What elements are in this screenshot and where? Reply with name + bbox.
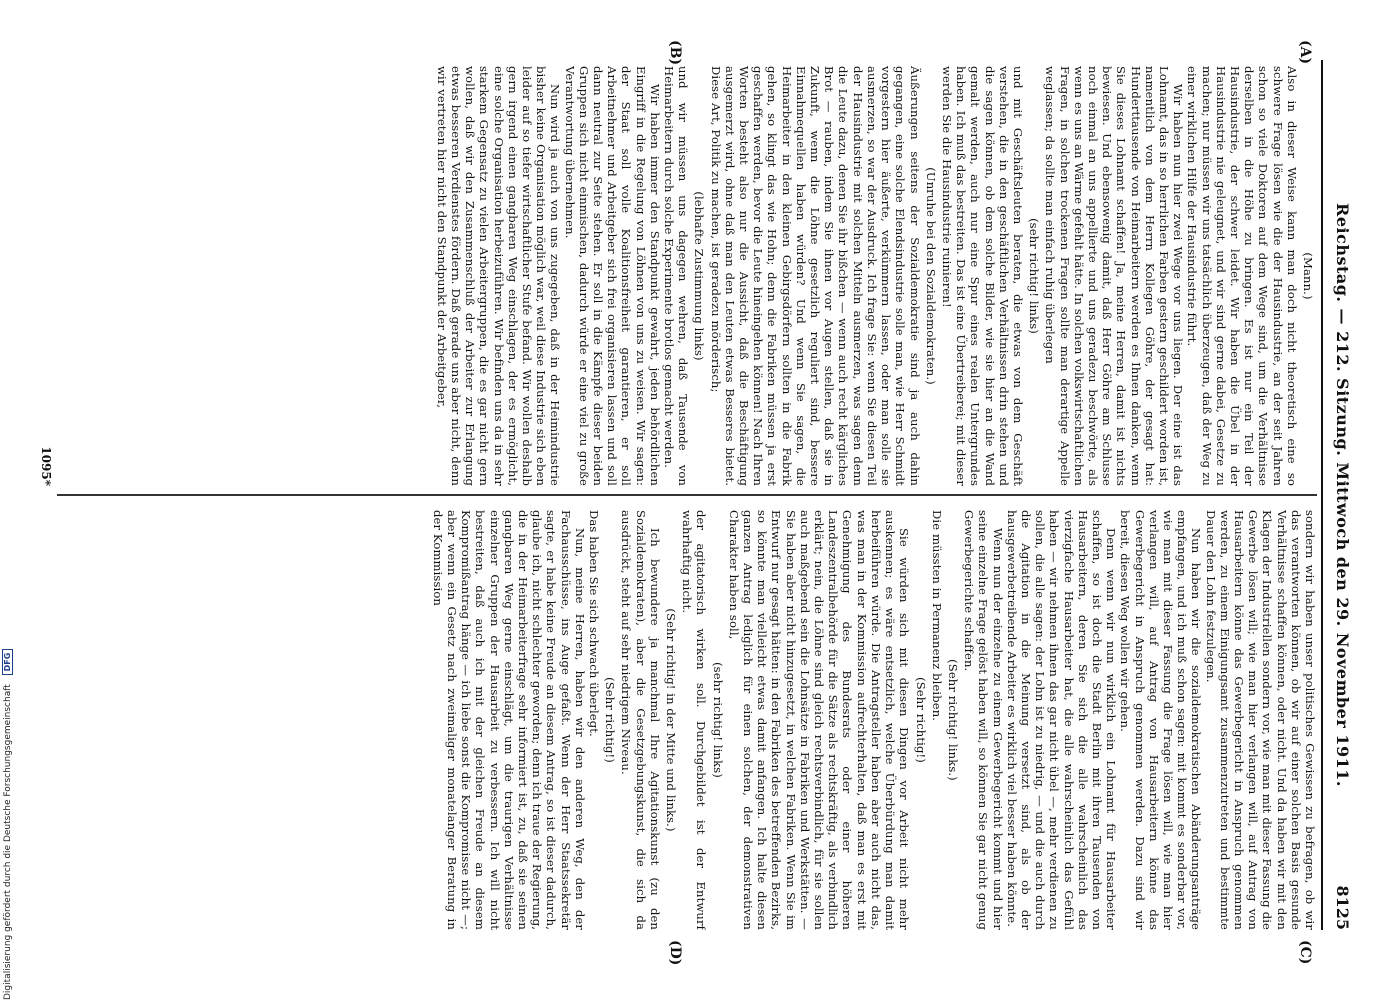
page-number: 8125	[1333, 885, 1352, 930]
header-rule	[1321, 60, 1323, 930]
stage-direction: (Unruhe bei den Sozialdemokraten.)	[923, 167, 938, 385]
left-column	[57, 66, 1317, 486]
paragraph: und wir müssen uns dagegen wehren, daß Tausende von Heimarbeitern durch solche Experimente brotlos gemacht werden.	[662, 66, 691, 486]
paragraph: sondern wir haben unser politisches Gewissen zu befragen, ob wir das verantworten können, ob wir auf einer solchen Basis gesunde Verhältnisse schaffen können, oder nicht. Und da haben wir mit den Klagen der Industriellen sondern vor, wie man mit dieser Fassung die Gewerbe lösen will; wie man hier verlangen will, auf Antrag von Hausarbeitern könne das Gewerbegericht in Anspruch genommen werden, zu einem Einigungsamt zusammenzutreten und bestimmte Dauer den Lohn festzulegen.	[1203, 510, 1317, 930]
paragraph: Wir haben nun hier zwei Wege vor uns liegen. Der eine ist das Lohnamt, das in so herrlichen Farben gestern geschildert worden ist, namentlich von dem Herrn Kollegen Göhre, der gesagt hat: Hunderttausende von Heimarbeitern werden es Ihnen danken, wenn Sie dieses Lohnamt schaffen! Ja, meine Herren, damit ist nichts bewiesen. Und ebensowenig damit, daß Herr Göhre am Schlusse noch einmal an uns appellierte und uns geradezu beschwörte, als wenn es uns an Wärme gefehlt hätte. In solchen volkswirtschaftlichen Fragen, in solchen trockenen Fragen sollte man derartige Appelle weglassen; da sollte man einfach ruhig überlegen	[1043, 66, 1186, 486]
paragraph: Die müssten in Permanenz bleiben.	[929, 510, 944, 722]
margin-marker-c: (C)	[1297, 940, 1313, 965]
paragraph: Wenn nun der einzelne zu einem Gewerbegericht kommt und hier seine einzelne Frage gelöst haben will, so können Sie gar nicht genug Gewerbegerichte schaffen.	[962, 510, 1005, 930]
digitization-credit	[2, 0, 16, 1000]
page-footer-number: 1095*	[39, 446, 53, 486]
paragraph: Sie würden sich mit diesen Dingen vor Arbeit nicht mehr auskennen; es wäre entsetzlich, welche Überbürdung man damit herbeiführen würde. Die Antragsteller haben aber auch nicht das, was man in der Kommission aufrechterhalten, daß man es erst mit Genehmigung des Bundesrats oder einer höheren Landeszentralbehörde für die Sätze als rechtskräftig, als verbindlich erklärt; nein, die Löhne sind gleich rechtsverbindlich, für sie sollen auch maßgebend sein die Lohnsätze in Fabriken und Werkstätten. — Sie haben aber nicht hinzugesetzt, in welchen Fabriken. Wenn Sie im Entwurf nur gesagt hätten: in den Fabriken des betreffenden Bezirks, so könnte man vielleicht etwas damit anfangen. Ich halte diesen ganzen Antrag lediglich für einen solchen, der demonstrativen Charakter haben soll,	[726, 510, 912, 930]
stage-direction: (sehr richtig! links)	[710, 662, 725, 778]
page-header	[1328, 60, 1358, 930]
credit-text: Digitalisierung gefördert durch die Deutsche Forschungsgemeinschaft	[3, 684, 13, 1000]
margin-marker-a: (A)	[1297, 40, 1313, 65]
stage-direction: (Sehr richtig! in der Mitte und links.)	[664, 608, 679, 832]
right-column	[57, 510, 1317, 930]
dfg-logo: DFG	[2, 649, 13, 676]
margin-marker-b: (B)	[667, 40, 683, 66]
paragraph: Nun wird ja auch von uns zugegeben, daß in der Heimindustrie bisher keine Organisation möglich war, weil diese Industrie sich eben leider auf so tiefer wirtschaftlicher Stufe befand. Wir wollen deshalb gern irgend einen gangbaren Weg einschlagen, der es ermöglicht, eine solche Organisation herbeizuführen. Wir befinden uns da in sehr starkem Gegensatz zu vielen Arbeitergruppen, die es gar nicht gern wollen, daß wir den Zusammenschluß der Arbeiter zur Erlangung etwas besseren Verdienstes fördern. Daß gerade uns aber nicht, denn wir vertreten hier nicht den Standpunkt der Arbeitgeber,	[434, 66, 563, 486]
stage-direction: (Sehr richtig! links.)	[945, 659, 960, 781]
stage-direction: (sehr richtig! links)	[1027, 218, 1042, 334]
stage-direction: (lebhafte Zustimmung links)	[692, 191, 707, 361]
stage-direction: (Sehr richtig!)	[913, 677, 928, 763]
stage-direction: (Mann.)	[1301, 252, 1315, 300]
paragraph: Ich bewundere ja manchmal Ihre Agitationskunst (zu den Sozialdemokraten), aber die Gesetzgebungskunst, die sich da ausdrückt, steht auf sehr niedrigem Niveau.	[619, 510, 662, 930]
header-title: Reichstag. — 212. Sitzung. Mittwoch den 29. November 1911.	[1333, 203, 1352, 787]
paragraph: Äußerungen seitens der Sozialdemokratie sind ja auch dahin gegangen, eine solche Elendsindustrie solle man, wie Herr Schmidt vorgestern hier äußerte, verkümmern lassen, oder man solle sie ausmerzen, so war der Ausdruck. Ich frage Sie: wenn Sie diesen Teil der Hausindustrie mit solchen Mitteln ausmerzen, was sagen denn die Leute dazu, denen Sie ihr bißchen — wenn auch recht kärgliches Brot — rauben, indem Sie ihnen vor Augen stellen, daß sie in Zukunft, wenn die Löhne gesetzlich reguliert sind, bessere Einnahmequellen haben würden? Und wenn Sie sagen, die Heimarbeiter in den kleinen Gebirgsdörfern sollten in die Fabrik gehen, so klingt das wie Hohn; denn die Fabriken müssen ja erst geschaffen werden, bevor die Leute hineingehen können! Nach Ihren Worten besteht also nur die Aussicht, daß die Beschäftigung ausgemerzt wird, ohne daß man den Leuten etwas Besseres bietet. Diese Art, Politik zu machen, ist geradezu mörderisch;	[708, 66, 922, 486]
paragraph: Das haben Sie sich schwach überlegt.	[587, 510, 602, 737]
column-divider	[57, 494, 1317, 496]
paragraph: Wir haben immer den Standpunkt gewahrt, jeden behördlichen Eingriff in die Regelung von Löhnen von uns zu weisen. Wir sagen: der Staat soll volle Koalitionsfreiheit garantieren, er soll Arbeitnehmer und Arbeitgeber sich frei organisieren lassen und soll dann neutral zur Seite stehen. Er soll in die Kämpfe dieser beiden Gruppen sich nicht einmischen, dadurch würde er eine viel zu große Verantwortung übernehmen.	[562, 66, 662, 486]
margin-marker-d: (D)	[667, 940, 683, 966]
stage-direction: (Sehr richtig!)	[603, 677, 618, 763]
paragraph: der agitatorisch wirken soll. Durchgebildet ist der Entwurf wahrhaftig nicht.	[680, 510, 709, 930]
paragraph: Also in dieser Weise kann man doch nicht theoretisch eine so schwere Frage lösen wie die der Hausindustrie, an der seit Jahren schon so viele Doktoren auf dem Wege sind, um die Verhältnisse derselben in die Höhe zu bringen. Es ist nur ein Teil der Hausindustrie, der schwer leidet. Wir haben die Übel in der Hausindustrie nie geleugnet, und wir sind gerne dabei, Gesetze zu machen; nur müssen wir uns tatsächlich überzeugen, daß der Weg zu einer wirklichen Hilfe der Hausindustrie führt.	[1185, 66, 1299, 486]
paragraph: und mit Geschäftsleuten beraten, die etwas von dem Geschäft verstehen, die in den geschäftlichen Verhältnissen drin stehen und die sagen können, ob dem solche Bilder, wie sie hier an die Wand gemalt werden, auch nur eine Spur eines realen Untergrundes haben. Ich muß das bestreiten. Das ist eine Übertreiberei; mit dieser werden Sie die Hausindustrie ruinieren!	[939, 66, 1025, 486]
paragraph: Nun haben wir die sozialdemokratischen Abänderungsanträge empfangen, und ich muß schon sagen: mit kommt es sonderbar vor, wie man mit dieser Fassung die Frage lösen will, wie man hier verlangen will, auf Antrag von Hausarbeitern könne das Gewerbegericht in Anspruch genommen werden. Dazu sind wir bereit, diesen Weg wollen wir gehen.	[1118, 510, 1204, 930]
paragraph: Nun, meine Herren, haben wir den anderen Weg, den der Fachausschüsse, ins Auge gefaßt. Wenn der Herr Staatssekretär sagte, er habe keine Freude an diesem Antrag, so ist dieser dadurch, glaube ich, nicht schlechter geworden; denn ich traue der Regierung, die in der Heimarbeiterfrage sehr informiert ist, zu, daß sie seinen gangbaren Weg gerne einschlägt, um die traurigen Verhältnisse einzelner Gruppen der Hausarbeit zu verbessern. Ich will nicht bestreiten, daß auch ich mit der gleichen Freude an diesem Kompromißantrag hänge — ich liebe sonst die Kompromisse nicht —; aber wenn ein Gesetz nach zweimaliger monatelanger Beratung in der Kommission	[430, 510, 587, 930]
paragraph: Denn wenn wir nun wirklich ein Lohnamt für Hausarbeiter schaffen, so ist doch die Stadt Berlin mit ihren Tausenden von Hausarbeitern, deren Sie sich die alle wahrscheinlich das vierzigfache Hausarbeiter hat, die alle wahrscheinlich das Gefühl haben — wir nehmen ihnen das gar nicht übel —, mehr verdienen zu sollen, die alle sagen: der Lohn ist zu niedrig, — und die auch durch die Agitation in die Meinung versetzt sind, als ob der hausgewerbetreibende Arbeiter es wirklich viel besser haben könnte.	[1004, 510, 1119, 930]
